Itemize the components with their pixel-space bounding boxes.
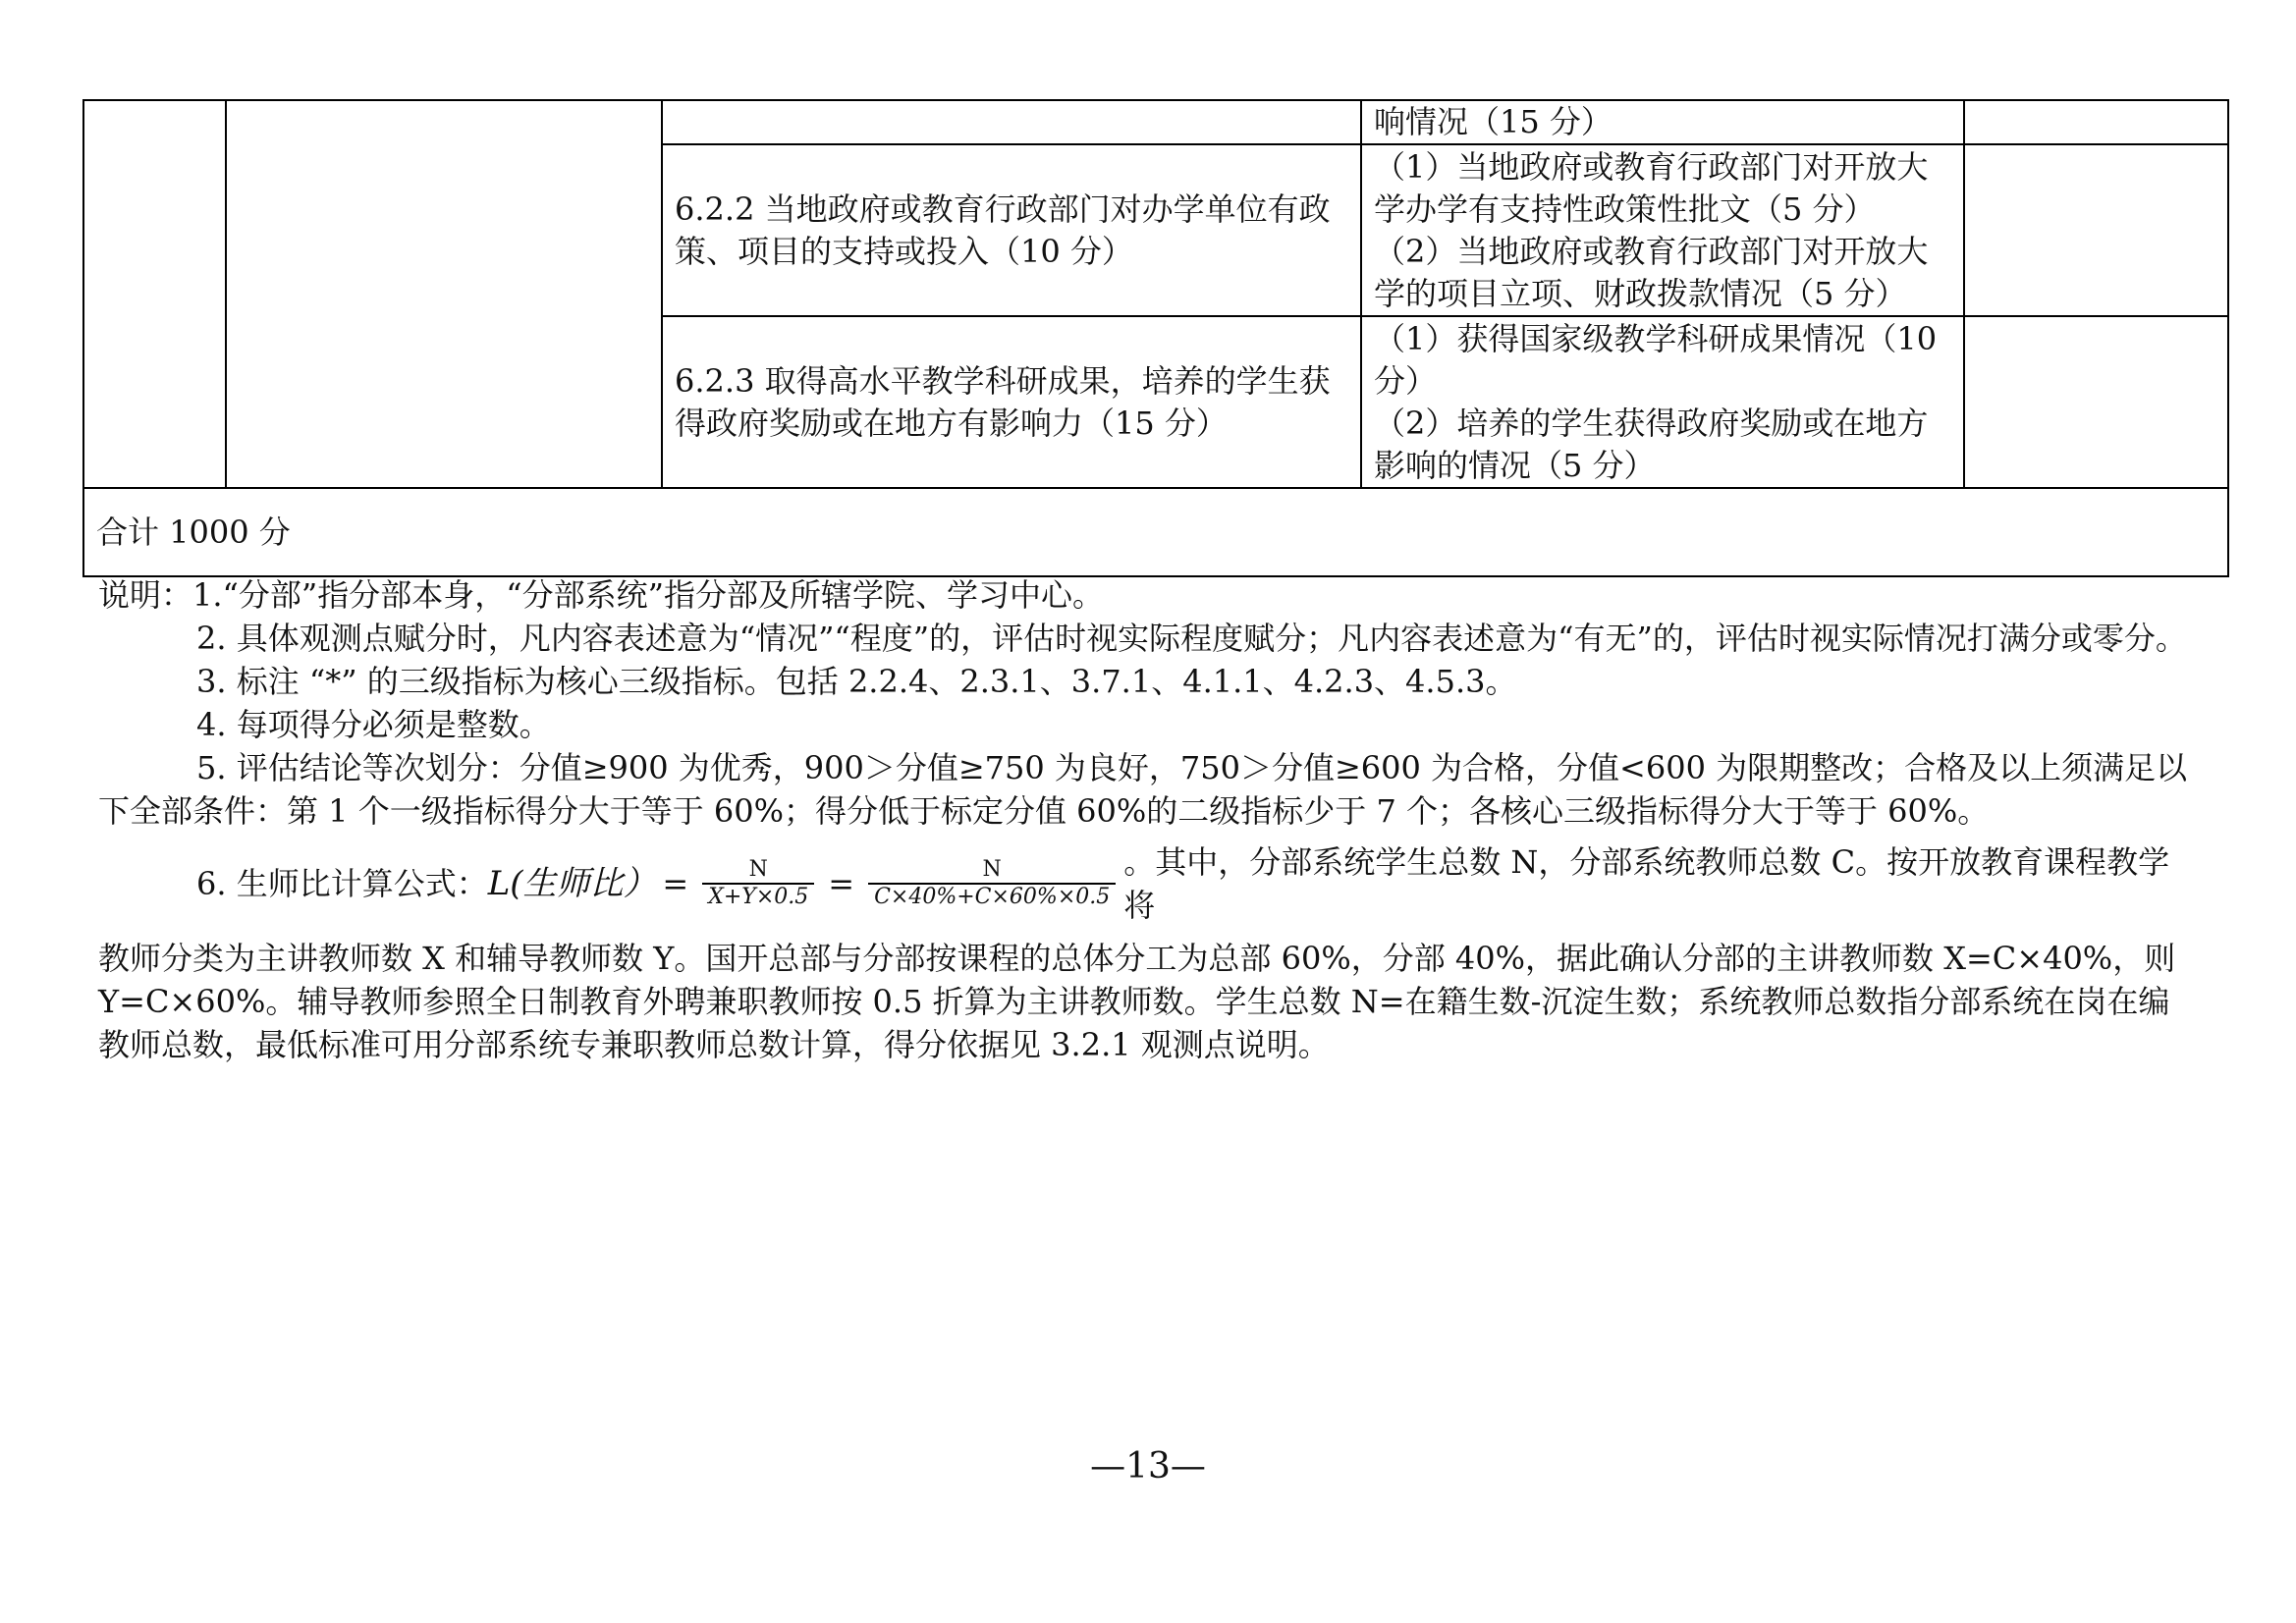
note-3: 3. 标注 “*” 的三级指标为核心三级指标。包括 2.2.4、2.3.1、3.7.1、4.1.1、4.2.3、4.5.3。: [196, 663, 1517, 700]
observation-item: （2）培养的学生获得政府奖励或在地方影响的情况（5 分）: [1374, 404, 1929, 484]
evaluation-table: [82, 99, 2229, 577]
formula-equals: =: [828, 865, 855, 902]
note-6-after-formula: 。其中，分部系统学生总数 N，分部系统教师总数 C。按开放教育课程教学将: [1123, 843, 2170, 924]
formula-lhs: L(生师比）: [487, 864, 657, 903]
note-4: 4. 每项得分必须是整数。: [196, 706, 551, 743]
observation-cell: [1361, 316, 1964, 488]
notes-section: [98, 573, 2200, 1066]
fraction-denominator: X+Y×0.5: [702, 883, 814, 910]
criterion-cell: 6.2.2 当地政府或教育行政部门对办学单位有政策、项目的支持或投入（10 分）: [662, 144, 1361, 316]
fraction-numerator: N: [748, 857, 768, 882]
total-cell: 合计 1000 分: [83, 488, 2228, 576]
criterion-cell: 6.2.3 取得高水平教学科研成果，培养的学生获得政府奖励或在地方有影响力（15 分）: [662, 316, 1361, 488]
observation-item: （1）当地政府或教育行政部门对开放大学办学有支持性政策性批文（5 分）: [1374, 147, 1929, 228]
level1-indicator-cell: [83, 100, 226, 488]
score-cell: [1964, 144, 2228, 316]
note-6-formula-line: [98, 840, 2200, 927]
page-number: —13—: [1090, 1446, 1206, 1487]
fraction-numerator: N: [982, 857, 1002, 882]
note-1: 说明：1.“分部”指分部本身，“分部系统”指分部及所辖学院、学习中心。: [98, 576, 1104, 614]
score-cell: [1964, 316, 2228, 488]
formula-fraction-2: [868, 857, 1116, 910]
score-cell: [1964, 100, 2228, 144]
observation-item: （2）当地政府或教育行政部门对开放大学的项目立项、财政拨款情况（5 分）: [1374, 232, 1929, 312]
note-5: 5. 评估结论等次划分：分值≥900 为优秀，900＞分值≥750 为良好，750＞分值≥600 为合格，分值<600 为限期整改；合格及以上须满足以下全部条件：第 1 个一级指标得分大于等于 60%；得分低于标定分值 60%的二级指标少于 7 个；各核心三级指标得分大于等于 60%。: [98, 749, 2188, 830]
note-6-continuation: 教师分类为主讲教师数 X 和辅导教师数 Y。国开总部与分部按课程的总体分工为总部 60%，分部 40%，据此确认分部的主讲教师数 X=C×40%，则 Y=C×60%。辅导教师参照全日制教育外聘兼职教师按 0.5 折算为主讲教师数。学生总数 N=在籍生数-沉淀生数；系统教师总数指分部系统在岗在编教师总数，最低标准可用分部系统专兼职教师总数计算，得分依据见 3.2.1 观测点说明。: [98, 940, 2176, 1063]
table-row: [83, 100, 2228, 144]
observation-cell: [1361, 144, 1964, 316]
total-row: [83, 488, 2228, 576]
formula-fraction-1: [702, 857, 814, 910]
criterion-cell: [662, 100, 1361, 144]
observation-item: （1）获得国家级教学科研成果情况（10 分）: [1374, 319, 1938, 400]
fraction-denominator: C×40%+C×60%×0.5: [868, 883, 1116, 910]
level2-indicator-cell: [226, 100, 662, 488]
formula-equals: =: [662, 865, 689, 902]
note-2: 2. 具体观测点赋分时，凡内容表述意为“情况”“程度”的，评估时视实际程度赋分；凡内容表述意为“有无”的，评估时视实际情况打满分或零分。: [196, 620, 2187, 657]
note-6-lead: 6. 生师比计算公式：: [196, 865, 488, 902]
observation-cell: 响情况（15 分）: [1361, 100, 1964, 144]
